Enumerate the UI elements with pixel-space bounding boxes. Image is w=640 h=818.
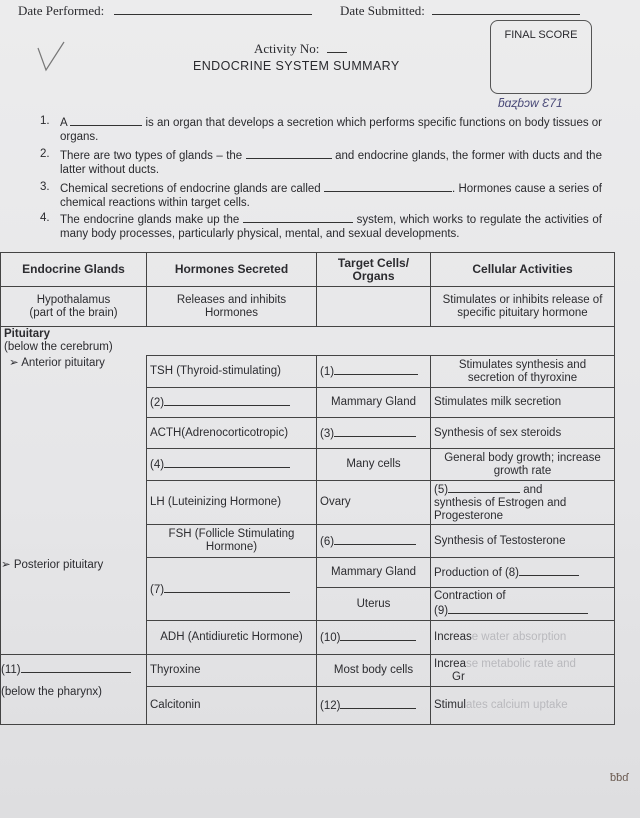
activity-text-faded: se metabolic rate and <box>465 657 576 670</box>
activity-text-faded: ates calcium uptake <box>465 699 568 711</box>
target-cell[interactable] <box>317 687 431 725</box>
activity-cell: Synthesis of sex steroids <box>431 418 615 449</box>
target-cell[interactable] <box>317 356 431 388</box>
question-4 <box>40 211 602 241</box>
activity-cell <box>431 588 615 621</box>
hormone-cell[interactable] <box>147 388 317 418</box>
activity-cell: Stimulates synthesis and secretion of thyroxine <box>431 356 615 388</box>
column-header: Endocrine Glands <box>1 253 147 287</box>
blank-number: (3) <box>320 427 335 440</box>
activity-text: and <box>523 484 543 496</box>
hormone-cell: Calcitonin <box>147 687 317 725</box>
date-performed-label: Date Performed: <box>18 3 105 18</box>
answer-blank[interactable] <box>340 698 416 709</box>
table-row <box>1 287 615 327</box>
question-text: The endocrine glands make up the <box>60 214 240 226</box>
handwritten-note: ƃɑʐɓɔw Ɛ71 <box>498 96 563 110</box>
activity-no <box>254 41 347 57</box>
question-text: is an organ that develops a secretion which performs specific functions on body tissues or organs. <box>60 117 603 143</box>
final-score-label: FINAL SCORE <box>504 29 578 41</box>
answer-blank-2[interactable] <box>246 147 332 159</box>
page-title: ENDOCRINE SYSTEM SUMMARY <box>193 59 400 73</box>
blank-number: (12) <box>320 700 341 712</box>
activity-no-blank[interactable] <box>327 41 347 53</box>
answer-blank[interactable] <box>334 534 416 545</box>
activity-cell <box>431 558 615 588</box>
anterior-pituitary-cell: ➢ Anterior pituitary <box>1 356 147 558</box>
hormone-cell: Thyroxine <box>147 655 317 687</box>
target-cell[interactable] <box>317 287 431 327</box>
question-text: A <box>60 117 68 129</box>
question-text: system, which works to regulate the activities of many body processes, particularly physical, mental, and sexual developments. <box>60 214 603 240</box>
hormone-cell[interactable] <box>147 558 317 621</box>
table-row <box>1 558 615 588</box>
answer-blank[interactable] <box>519 565 579 576</box>
activity-text: Increas <box>434 631 472 643</box>
gland-location: (part of the brain) <box>29 306 118 319</box>
answer-blank[interactable] <box>164 457 290 468</box>
question-1 <box>40 114 602 144</box>
answer-blank[interactable] <box>334 364 418 375</box>
date-submitted-label: Date Submitted: <box>340 3 425 18</box>
page-mark: ƀƀɗ <box>610 772 629 784</box>
question-2 <box>40 147 602 177</box>
gland-name: Hypothalamus <box>36 293 111 306</box>
blank-number: (2) <box>150 397 165 409</box>
date-performed-blank[interactable] <box>114 3 312 15</box>
column-header: Hormones Secreted <box>147 253 317 287</box>
posterior-pituitary-cell: ➢ Posterior pituitary <box>1 558 147 655</box>
pituitary-cell <box>1 327 615 356</box>
date-performed-field <box>18 3 312 19</box>
gland-name: Pituitary <box>4 328 51 340</box>
question-text: There are two types of glands – the <box>60 150 243 162</box>
answer-blank[interactable] <box>448 603 588 614</box>
activity-cell: General body growth; increase growth rate <box>431 449 615 481</box>
blank-number: (5) <box>434 484 449 496</box>
blank-number: (11) <box>1 664 21 676</box>
blank-number: (4) <box>150 459 165 471</box>
hormone-cell[interactable] <box>147 449 317 481</box>
question-text: . Hormones cause a series of chemical reactions within target cells. <box>60 183 603 209</box>
gland-cell <box>1 287 147 327</box>
table-row <box>1 327 615 356</box>
endocrine-table <box>0 252 615 725</box>
answer-blank[interactable] <box>21 662 131 673</box>
date-submitted-blank[interactable] <box>432 3 580 15</box>
blank-number: (10) <box>320 632 341 644</box>
target-cell[interactable] <box>317 418 431 449</box>
target-cell[interactable] <box>317 621 431 655</box>
answer-blank-1[interactable] <box>70 114 142 126</box>
activity-text-faded: e water absorption <box>471 631 567 643</box>
hormone-cell: Releases and inhibits Hormones <box>147 287 317 327</box>
activity-cell <box>431 687 615 725</box>
question-number: 4. <box>40 212 50 224</box>
date-submitted-field <box>340 3 580 19</box>
activity-text: Stimul <box>434 699 466 711</box>
activity-cell: Synthesis of Testosterone <box>431 525 615 558</box>
blank-number: (6) <box>320 535 335 548</box>
activity-text: Production of (8) <box>434 567 520 579</box>
target-cell: Many cells <box>317 449 431 481</box>
hormone-cell: TSH (Thyroid-stimulating) <box>147 356 317 388</box>
answer-blank[interactable] <box>340 630 416 641</box>
question-number: 3. <box>40 181 50 193</box>
question-number: 1. <box>40 115 50 127</box>
activity-text: synthesis of Estrogen and Progesterone <box>434 497 567 522</box>
blank-number: (1) <box>320 366 335 378</box>
activity-cell <box>431 655 615 687</box>
activity-cell: Stimulates milk secretion <box>431 388 615 418</box>
hormone-cell: FSH (Follicle Stimulating Hormone) <box>147 525 317 558</box>
gland-location: (below the cerebrum) <box>4 341 113 353</box>
blank-number: (7) <box>150 583 165 596</box>
answer-blank-4[interactable] <box>243 211 353 223</box>
check-mark-icon <box>36 40 68 80</box>
question-3 <box>40 180 602 210</box>
blank-number: (9) <box>434 605 449 617</box>
column-header: Cellular Activities <box>431 253 615 287</box>
hormone-cell: LH (Luteinizing Hormone) <box>147 481 317 525</box>
answer-blank-3[interactable] <box>324 180 452 192</box>
answer-blank[interactable] <box>164 395 290 406</box>
target-cell: Most body cells <box>317 655 431 687</box>
target-cell[interactable] <box>317 525 431 558</box>
activity-text: Increa <box>434 657 466 670</box>
activity-cell <box>431 481 615 525</box>
activity-cell <box>431 621 615 655</box>
final-score-box[interactable] <box>490 20 592 94</box>
answer-blank[interactable] <box>164 582 290 593</box>
column-header: Target Cells/ Organs <box>317 253 431 287</box>
target-cell: Mammary Gland <box>317 558 431 588</box>
hormone-cell: ACTH(Adrenocorticotropic) <box>147 418 317 449</box>
answer-blank[interactable] <box>448 482 520 493</box>
question-text: and endocrine glands, the former with ducts and the latter without ducts. <box>60 150 602 176</box>
activity-label: Activity No: <box>254 41 320 56</box>
table-row <box>1 356 615 388</box>
table-header-row <box>1 253 615 287</box>
target-cell: Ovary <box>317 481 431 525</box>
table-row <box>1 655 615 687</box>
target-cell: Mammary Gland <box>317 388 431 418</box>
hormone-cell: ADH (Antidiuretic Hormone) <box>147 621 317 655</box>
activity-text: Contraction of <box>434 590 506 602</box>
thyroid-cell <box>1 655 147 725</box>
question-number: 2. <box>40 148 50 160</box>
question-text: Chemical secretions of endocrine glands are called <box>60 183 321 195</box>
gland-location: (below the pharynx) <box>1 686 102 698</box>
target-cell: Uterus <box>317 588 431 621</box>
activity-text: Gr <box>452 670 465 683</box>
activity-cell: Stimulates or inhibits release of specific pituitary hormone <box>431 287 615 327</box>
answer-blank[interactable] <box>334 426 416 437</box>
